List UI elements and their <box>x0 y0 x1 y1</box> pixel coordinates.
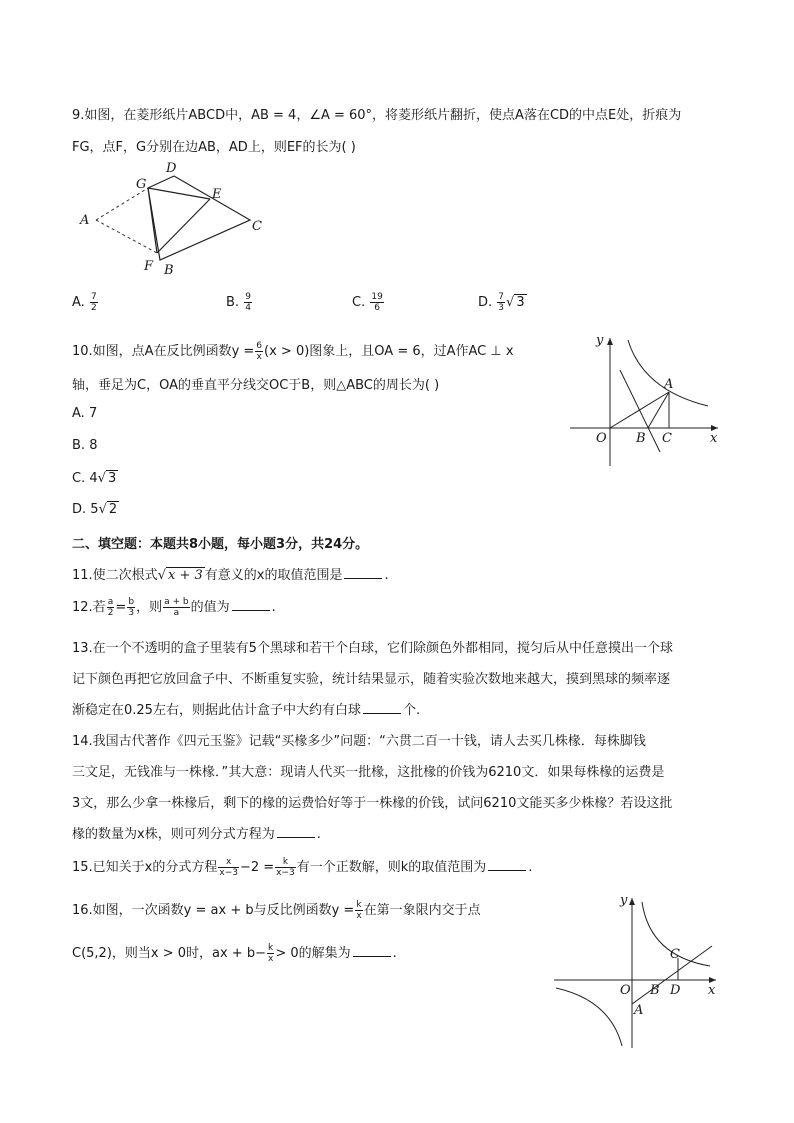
q9-option-c: C. $\frac{19}{6}$ <box>352 292 383 313</box>
q15: 15.已知关于x的分式方程 $\frac{x}{x-3}$ −2 = $\frac{k}{x-3}$ 有一个正数解，则k的取值范围为 . <box>72 857 533 878</box>
label-E: E <box>212 187 222 202</box>
q14-line-4: 椽的数量为x株，则可列分式方程为 . <box>72 827 321 842</box>
q10-option-d: D. 5√ 2 <box>72 502 118 517</box>
q9-option-d: D. $\frac{7}{3}$ √ 3 <box>478 292 525 313</box>
q14-line-1: 14.我国古代著作《四元玉鉴》记载“买椽多少”问题：“六贯二百一十钱，请人去买几株椽．每株脚钱 <box>72 734 646 749</box>
label-C: C <box>252 219 262 234</box>
label-A: A <box>664 377 674 392</box>
label-D: D <box>166 161 177 176</box>
label-B: B <box>636 431 646 446</box>
q13-line-1: 13.在一个不透明的盒子里装有5个黑球和若干个白球，它们除颜色外都相同，搅匀后从中任意摸出一个球 <box>72 641 673 656</box>
q16-line-2: C(5,2)，则当x > 0时，ax + b− $\frac{k}{x}$ > 0的解集为 . <box>72 943 397 964</box>
label-F: F <box>144 259 154 274</box>
label-B: B <box>164 263 174 278</box>
label-y: y <box>620 893 628 908</box>
label-A: A <box>80 213 90 228</box>
label-C: C <box>662 431 672 446</box>
q14-line-2: 三文足，无钱准与一株椽．”其大意：现请人代买一批椽，这批椽的价钱为6210文．如果每株椽的运费是 <box>72 765 665 780</box>
q10-option-a: A. 7 <box>72 406 98 421</box>
label-D: D <box>670 983 681 998</box>
label-C: C <box>670 947 680 962</box>
q10-option-b: B. 8 <box>72 438 98 453</box>
q9-rhombus-figure <box>72 158 272 278</box>
label-O: O <box>596 431 607 446</box>
q13-line-2: 记下颜色再把它放回盒子中、不断重复实验，统计结果显示，随着实验次数地来越大，摸到黑球的频率逐 <box>72 672 671 687</box>
label-A: A <box>634 1003 644 1018</box>
label-B: B <box>650 983 660 998</box>
q14-line-3: 3文，那么少拿一株椽后，剩下的椽的运费恰好等于一株椽的价钱，试问6210文能买多少株椽？若设这批 <box>72 796 673 811</box>
q10-line-2: 轴，垂足为C，OA的垂直平分线交OC于B，则△ABC的周长为( ) <box>72 378 440 393</box>
q16-graph-figure <box>552 888 724 1053</box>
label-x: x <box>710 431 718 446</box>
q9-line-1: 9.如图，在菱形纸片ABCD中，AB = 4，∠A = 60°，将菱形纸片翻折，使点A落在CD的中点E处，折痕为 <box>72 108 682 123</box>
q13-line-3: 渐稳定在0.25左右，则据此估计盒子中大约有白球 个. <box>72 703 421 718</box>
q10-line-1: 10.如图，点A在反比例函数y = $\frac{6}{x}$ (x > 0)图象上，且OA = 6，过A作AC ⊥ x <box>72 341 514 362</box>
q10-graph-figure <box>568 330 728 470</box>
q9-line-2: FG，点F，G分别在边AB，AD上，则EF的长为( ) <box>72 140 356 155</box>
section-heading: 二、填空题：本题共8小题，每小题3分，共24分。 <box>72 537 369 552</box>
q9-option-b: B. $\frac{9}{4}$ <box>226 292 251 313</box>
q12: 12.若 $\frac{a}{2}$ = $\frac{b}{3}$ ，则 $\frac{a + b}{a}$ 的值为 . <box>72 597 276 618</box>
q9-option-a: A. $\frac{7}{2}$ <box>72 292 97 313</box>
q10-option-c: C. 4√ 3 <box>72 471 117 486</box>
label-G: G <box>136 177 147 192</box>
label-y: y <box>596 333 604 348</box>
q11: 11.使二次根式√ x + 3 有意义的x的取值范围是 . <box>72 568 389 583</box>
label-O: O <box>620 983 631 998</box>
q16-line-1: 16.如图，一次函数y = ax + b与反比例函数y = $\frac{k}{x}$ 在第一象限内交于点 <box>72 900 481 921</box>
label-x: x <box>708 983 716 998</box>
